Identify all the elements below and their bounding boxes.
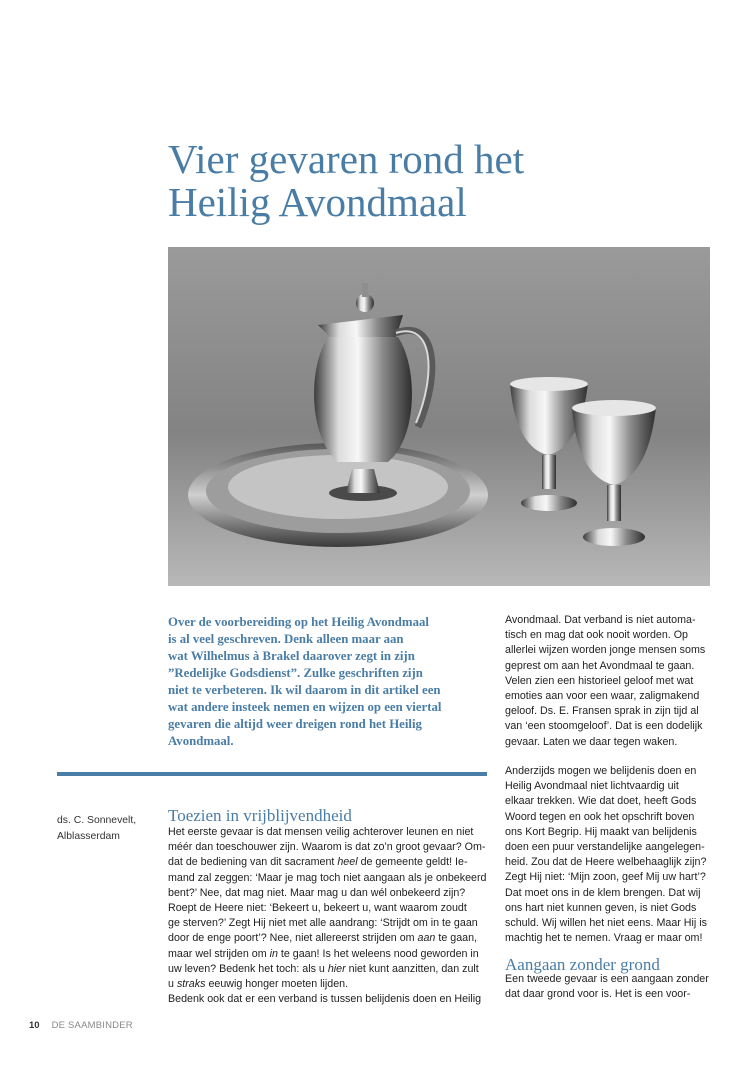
page-number: 10 (29, 1020, 40, 1031)
emphasis: straks (176, 978, 206, 991)
body-line: Heilig Avondmaal niet lichtvaardig uit (505, 780, 679, 793)
body-line: Woord tegen en ook het opschrift boven (505, 810, 695, 823)
body-line: ons Kort Begrip. Hij maakt van belijdenis (505, 825, 697, 838)
body-line: ons hart niet kunnen geven, is niet Gods (505, 901, 697, 914)
body-line: geprest om aan het Avondmaal te gaan. (505, 659, 695, 672)
body-line: dat de bediening van dit sacrament heel de gemeente geldt! Ie- (168, 856, 468, 869)
silver-communion-set-photo (168, 247, 710, 586)
intro-line: wat andere insteek nemen en wijzen op een viertal (168, 700, 442, 714)
body-line: bent?’ Nee, dat mag niet. Maar mag u dan wél onbekeerd zijn? (168, 886, 466, 899)
emphasis: hier (327, 962, 346, 975)
intro-line: gevaren die altijd weer dreigen rond het Heilig (168, 717, 422, 731)
title-line-1: Vier gevaren rond het (168, 136, 525, 182)
body-line: Velen zien een historieel geloof met wat (505, 674, 694, 687)
magazine-name: DE SAAMBINDER (51, 1020, 133, 1031)
body-line: Roept de Heere niet: ‘Bekeert u, bekeert u, want waarom zoudt (168, 902, 467, 915)
body-line: mand zal zeggen: ‘Maar je mag toch niet aangaan als je onbekeerd (168, 871, 487, 884)
body-line: schuld. Wij willen het niet eens. Maar Hij is (505, 917, 707, 930)
body-line: van ‘een stoomgeloof’. Dat is een dodelijk (505, 720, 703, 733)
body-line: door de enge poort’? Nee, niet allereerst strijden om aan te gaan, (168, 932, 478, 945)
body-line: dat daar grond voor is. Het is een voor- (505, 988, 691, 1001)
body-line: Zegt Hij niet: ‘Mijn zoon, geef Mij uw hart’? (505, 871, 706, 884)
intro-line: ”Redelijke Godsdienst”. Zulke geschriften zijn (168, 666, 423, 680)
body-column-2-part-2 (505, 764, 717, 946)
body-line: Dat moet ons in de klem brengen. Dat wij (505, 886, 701, 899)
body-line: emoties aan voor een waar, zaligmakend (505, 690, 700, 703)
author-byline (57, 813, 136, 845)
intro-line: niet te verbeteren. Ik wil daarom in dit artikel een (168, 683, 441, 697)
body-line: machtig het te nemen. Vraag er maar om! (505, 932, 703, 945)
body-line: doen een puur verstandelijke aangelegen- (505, 841, 705, 854)
author-name: ds. C. Sonnevelt, (57, 815, 137, 826)
body-line: gevaar. Laten we daar tegen waken. (505, 735, 678, 748)
body-line: Avondmaal. Dat verband is niet automa- (505, 614, 696, 626)
body-line: uw leven? Bedenk het toch: als u hier niet kunt aanzitten, dan zult (168, 962, 479, 975)
page-footer (29, 1020, 133, 1031)
body-line: Anderzijds mogen we belijdenis doen en (505, 765, 697, 777)
body-column-2-part-1 (505, 613, 717, 750)
body-line: Bedenk ook dat er een verband is tussen belijdenis doen en Heilig (168, 993, 482, 1006)
section-divider (57, 772, 487, 776)
author-place: Alblasserdam (57, 831, 120, 842)
article-intro (168, 614, 480, 750)
body-line: allerlei wijzen worden jonge mensen soms (505, 644, 706, 657)
intro-line: Over de voorbereiding op het Heilig Avondmaal (168, 615, 429, 629)
intro-line: Avondmaal. (168, 734, 234, 748)
emphasis: in (269, 947, 278, 960)
body-column-2-part-3 (505, 972, 717, 1002)
intro-line: is al veel geschreven. Denk alleen maar aan (168, 632, 404, 646)
body-line: Het eerste gevaar is dat mensen veilig achterover leunen en niet (168, 826, 474, 838)
body-line: u straks eeuwig honger moeten lijden. (168, 978, 349, 991)
title-line-2: Heilig Avondmaal (168, 179, 467, 225)
article-title (168, 138, 728, 224)
intro-line: wat Wilhelmus à Brakel daarover zegt in zijn (168, 649, 415, 663)
section-heading-2: Aangaan zonder grond (505, 955, 660, 974)
body-line: méér dan toeschouwer zijn. Waarom is dat zo’n groot gevaar? Om- (168, 841, 486, 854)
body-line: tisch en mag dat ook nooit worden. Op (505, 629, 688, 642)
body-line: Een tweede gevaar is een aangaan zonder (505, 973, 709, 985)
section-heading-1: Toezien in vrijblijvendheid (168, 806, 352, 825)
emphasis: heel (337, 856, 358, 869)
body-line: maar wel strijden om in te gaan! Is het weleens nood geworden in (168, 947, 479, 960)
body-column-1 (168, 825, 490, 1007)
emphasis: aan (417, 932, 436, 945)
body-line: geloof. Ds. E. Fransen sprak in zijn tijd al (505, 705, 699, 718)
body-line: heid. Zou dat de Heere welbehaaglijk zijn? (505, 856, 707, 869)
body-line: elkaar trekken. Wie dat doet, heeft Gods (505, 795, 697, 808)
body-line: ge sterven?’ Zegt Hij niet met alle aandrang: ‘Strijdt om in te gaan (168, 917, 478, 930)
